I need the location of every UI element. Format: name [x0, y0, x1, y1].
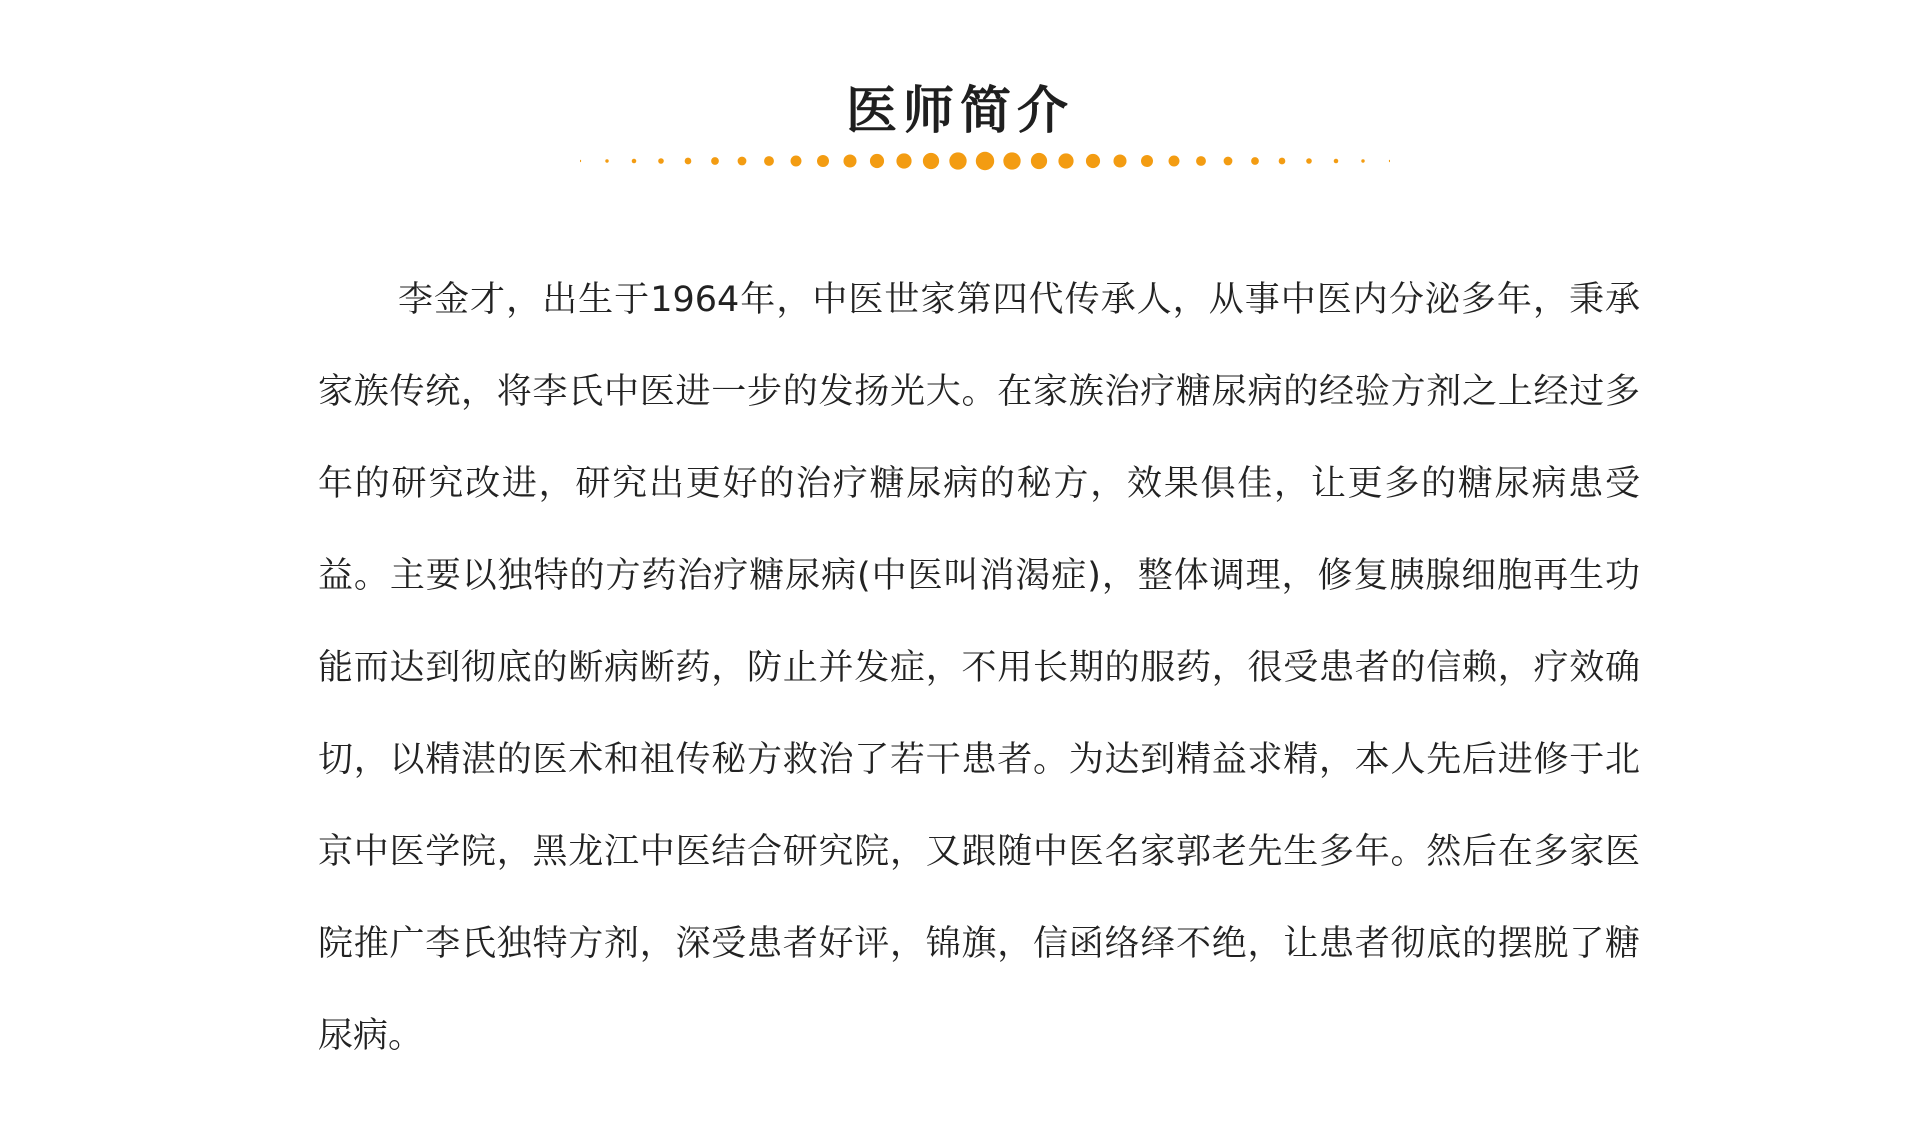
divider-dot	[632, 159, 637, 164]
divider-dot	[605, 159, 608, 162]
divider-dot	[870, 154, 884, 168]
divider-dot	[1058, 153, 1073, 168]
divider-dot	[658, 158, 664, 164]
divider-dot	[1224, 157, 1233, 166]
divider-dot	[1003, 152, 1020, 169]
divider-dot	[1086, 154, 1100, 168]
divider-dot	[1141, 155, 1153, 167]
dot-gradient-divider-icon	[580, 146, 1390, 176]
divider-dot	[1306, 158, 1312, 164]
divider-dot	[1361, 159, 1364, 162]
divider-dot	[1169, 156, 1180, 167]
doctor-bio-paragraph: 李金才，出生于1964年，中医世家第四代传承人，从事中医内分泌多年，秉承家族传统，将李氏中医进一步的发扬光大。在家族治疗糖尿病的经验方剂之上经过多年的研究改进，研究出更好的治疗糖尿病的秘方，效果俱佳，让更多的糖尿病患受益。主要以独特的方药治疗糖尿病(中医叫消渴症)，整体调理，修复胰腺细胞再生功能而达到彻底的断病断药，防止并发症，不用长期的服药，很受患者的信赖，疗效确切，以精湛的医术和祖传秘方救治了若干患者。为达到精益求精，本人先后进修于北京中医学院，黑龙江中医结合研究院，又跟随中医名家郭老先生多年。然后在多家医院推广李氏独特方剂，深受患者好评，锦旗，信函络绎不绝，让患者彻底的摆脱了糖尿病。	[318, 280, 1640, 1056]
divider-dot	[711, 157, 719, 165]
divider-dot	[923, 153, 939, 169]
divider-dot	[1389, 160, 1390, 162]
divider-dot	[685, 158, 692, 165]
divider-dot	[1031, 153, 1047, 169]
divider-dot	[764, 156, 774, 166]
divider-dot	[580, 160, 581, 162]
divider-dot	[949, 152, 966, 169]
divider-dot	[1334, 159, 1339, 164]
divider-dot	[1113, 154, 1126, 167]
divider-dot	[1196, 156, 1206, 166]
divider-dot	[896, 153, 911, 168]
divider-dot	[817, 155, 829, 167]
divider-dot	[1279, 158, 1286, 165]
page-title: 医师简介	[845, 82, 1074, 141]
divider-dot	[738, 157, 747, 166]
divider-dot	[1251, 157, 1259, 165]
divider-dot	[976, 152, 994, 170]
divider-dot	[843, 154, 856, 167]
divider-dot	[791, 156, 802, 167]
